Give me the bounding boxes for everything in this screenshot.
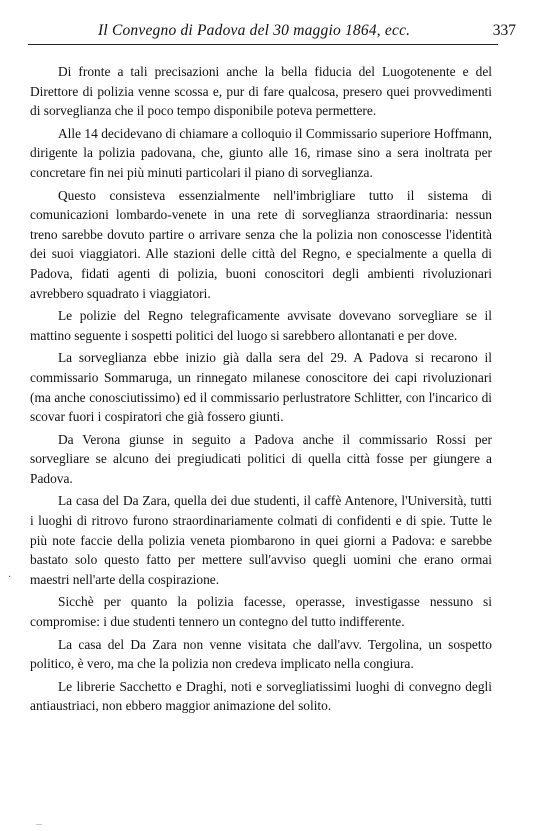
paragraph: Le librerie Sacchetto e Draghi, noti e sorvegliatissimi luoghi di convegno degli antiaustriaci, non ebbero maggior animazione del solito.	[30, 678, 492, 714]
body-text	[30, 62, 492, 719]
paragraph: Di fronte a tali precisazioni anche la bella fiducia del Luogotenente e del Direttore di polizia venne scossa e, pur di fare qualcosa, presero quei provvedimenti di sorveglianza che il poco tempo disponibile poteva permettere.	[30, 64, 492, 119]
paragraph: Sicchè per quanto la polizia facesse, operasse, investigasse nessuno si compromise: i due studenti tennero un contegno del tutto indifferente.	[30, 594, 492, 630]
bottom-speck: —	[36, 822, 42, 828]
paragraph: La casa del Da Zara, quella dei due studenti, il caffè Antenore, l'Università, tutti i luoghi di ritrovo furono straordinariamente colmati di confidenti e di spie. Tutte le più note faccie della polizia veneta piombarono in quei giorni a Padova: e sarebbe bastato solo questo fatto per mettere sull'avviso quegli uomini che erano ormai maestri nell'arte della cospirazione.	[30, 493, 492, 587]
paragraph: Le polizie del Regno telegraficamente avvisate dovevano sorvegliare se il mattino seguente i sospetti politici del luogo si sarebbero allontanati e per dove.	[30, 308, 492, 343]
paragraph: La casa del Da Zara non venne visitata che dall'avv. Tergolina, un sospetto politico, è vero, ma che la polizia non credeva implicato nella congiura.	[30, 636, 492, 672]
paragraph: Da Verona giunse in seguito a Padova anche il commissario Rossi per sorvegliare se alcuno dei pregiudicati politici di quella città fosse per giungere a Padova.	[30, 431, 492, 486]
margin-speck: ·	[8, 572, 12, 583]
page-number: 337	[492, 22, 516, 39]
paragraph: La sorveglianza ebbe inizio già dalla sera del 29. A Padova si recarono il commissario Sommaruga, un rinnegato milanese conoscitore dei capi rivoluzionari (ma anche conosciutissimo) ed il commissario perlustratore Schlitter, con l'incarico di scovar fuori i cospiratori che già fossero giunti.	[30, 350, 492, 425]
paragraph: Questo consisteva essenzialmente nell'imbrigliare tutto il sistema di comunicazioni lombardo-venete in una rete di sorveglianza straordinaria: nessun treno sarebbe dovuto partire o arrivare senza che la polizia non conoscesse l'identità dei suoi viaggiatori. Alle stazioni delle città del Regno, e specialmente a quella di Padova, fidati agenti di polizia, buoni conoscitori degli ambienti rivoluzionari avrebbero squadrato i viaggiatori.	[30, 187, 492, 301]
running-title: Il Convegno di Padova del 30 maggio 1864, ecc.	[98, 22, 411, 39]
paragraph: Alle 14 decidevano di chiamare a colloquio il Commissario superiore Hoffmann, dirigente la polizia padovana, che, giunto alle 16, rimase sino a sera inoltrata per concretare fin nei più minuti particolari il piano di sorveglianza.	[30, 125, 492, 180]
header-rule	[28, 44, 498, 45]
